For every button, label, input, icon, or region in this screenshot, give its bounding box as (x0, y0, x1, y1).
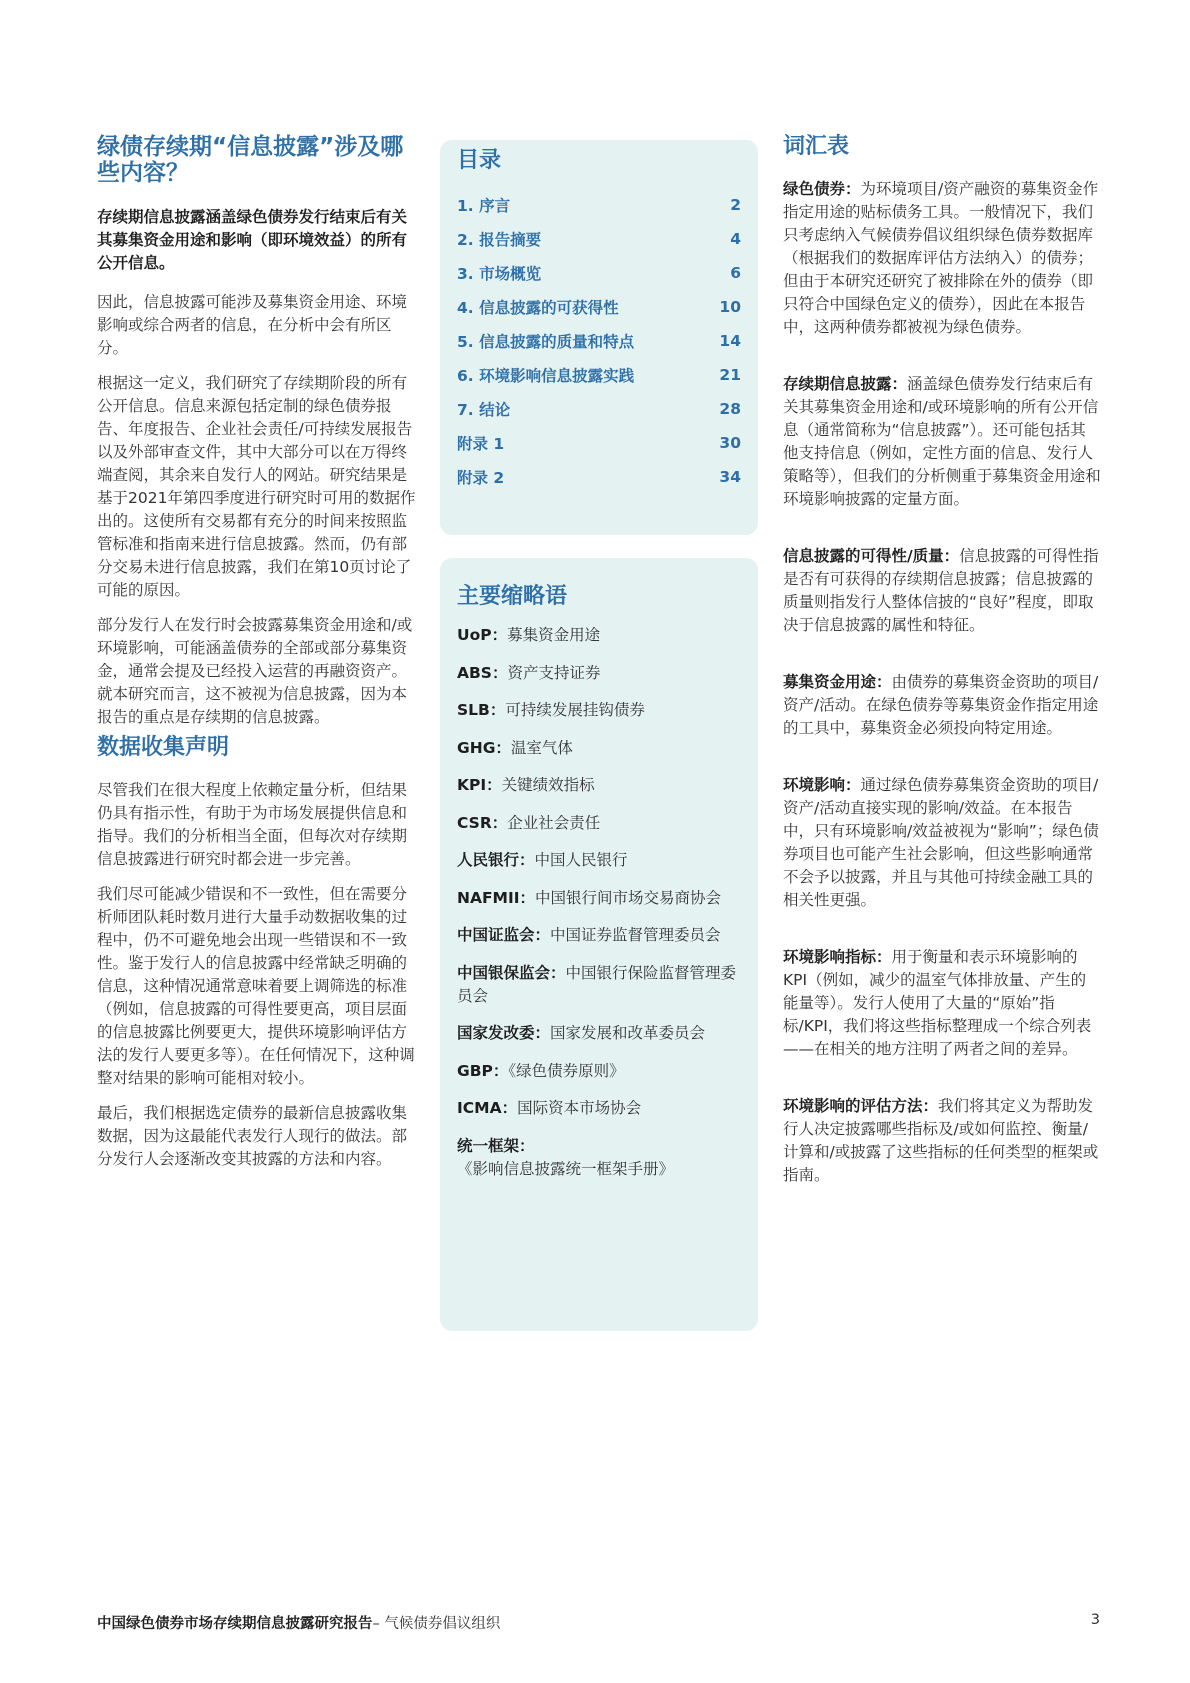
glossary-definition: 用于衡量和表示环境影响的KPI（例如，减少的温室气体排放量、产生的能量等）。发行人使用了大量的“原始”指标/KPI，我们将这些指标整理成一个综合列表——在相关的地方注明了两者之间的差异。 (783, 948, 1092, 1058)
abbreviation-item (457, 774, 741, 797)
toc-item[interactable] (457, 222, 741, 256)
abbreviation-item (457, 624, 741, 647)
toc-item-label: 3. 市场概览 (457, 265, 542, 283)
toc-item-page: 30 (719, 434, 741, 452)
abbreviation-definition: 可持续发展挂钩债券 (505, 701, 645, 719)
toc-item-label: 2. 报告摘要 (457, 231, 542, 249)
abbreviation-item (457, 662, 741, 685)
abbreviation-item (457, 924, 741, 947)
body-paragraph: 我们尽可能减少错误和不一致性，但在需要分析师团队耗时数月进行大量手动数据收集的过程中，仍不可避免地会出现一些错误和不一致性。鉴于发行人的信息披露中经常缺乏明确的信息，这种情况通常意味着要上调筛选的标准（例如，信息披露的可得性要更高，项目层面的信息披露比例要更大，提供环境影响评估方法的发行人要更多等）。在任何情况下，这种调整对结果的影响可能相对较小。 (97, 885, 415, 1087)
toc-item[interactable] (457, 324, 741, 358)
data-collection-heading: 数据收集声明 (97, 735, 230, 760)
abbreviation-definition: 温室气体 (510, 738, 573, 757)
toc-item-label: 6. 环境影响信息披露实践 (457, 367, 635, 385)
section-title: 绿债存续期“信息披露”涉及哪些内容？ (97, 134, 404, 186)
toc-item-page: 28 (719, 400, 741, 418)
abbreviation-definition: 资产支持证券 (507, 663, 601, 682)
toc-item-page: 14 (719, 332, 741, 350)
glossary-term: 环境影响指标： (783, 948, 892, 966)
abbreviation-item (457, 812, 741, 835)
toc-item-page: 21 (719, 366, 741, 384)
glossary-item (783, 1095, 1101, 1187)
abbreviation-definition: 国家发展和改革委员会 (550, 1024, 706, 1042)
toc-item[interactable] (457, 290, 741, 324)
abbreviation-item (457, 737, 741, 760)
abbreviation-item (457, 1060, 741, 1083)
abbreviation-definition: 中国证券监督管理委员会 (550, 926, 721, 944)
glossary-definition: 我们将其定义为帮助发行人决定披露哪些指标及/或如何监控、衡量/计算和/或披露了这些指标的任何类型的框架或指南。 (783, 1097, 1099, 1184)
glossary-term: 存续期信息披露： (783, 375, 908, 393)
body-paragraph: 最后，我们根据选定债券的最新信息披露收集数据，因为这最能代表发行人现行的做法。部分发行人会逐渐改变其披露的方法和内容。 (97, 1104, 408, 1168)
abbreviation-term: 中国银保监会： (457, 963, 566, 982)
abbreviations-title: 主要缩略语 (457, 584, 568, 609)
abbreviations-panel (440, 558, 758, 1331)
glossary-term: 环境影响的评估方法： (783, 1097, 939, 1115)
abbreviation-definition: 关键绩效指标 (501, 776, 595, 794)
abbreviation-term: 国家发改委： (457, 1024, 551, 1042)
abbreviation-term: 人民银行： (457, 851, 535, 869)
glossary-definition: 涵盖绿色债券发行结束后有关其募集资金用途和/或环境影响的所有公开信息（通常简称为“信息披露”）。还可能包括其他支持信息（例如，定性方面的信息、发行人策略等），但我们的分析侧重于募集资金用途和环境影响披露的定量方面。 (783, 375, 1101, 508)
abbreviation-item (457, 887, 741, 910)
toc-item-label: 附录 1 (457, 435, 505, 453)
glossary-definition: 为环境项目/资产融资的募集资金作指定用途的贴标债务工具。一般情况下，我们只考虑纳入气候债券倡议组织绿色债券数据库（根据我们的数据库评估方法纳入）的债券；但由于本研究还研究了被排除在外的债券（即只符合中国绿色定义的债券），因此在本报告中，这两种债券都被视为绿色债券。 (783, 180, 1099, 336)
abbreviation-item (457, 962, 741, 1008)
left-column (97, 134, 417, 1183)
abbreviation-definition: 中国银行间市场交易商协会 (535, 888, 722, 907)
glossary-item (783, 671, 1101, 740)
abbreviation-item (457, 1022, 741, 1045)
abbreviation-term: GBP： (457, 1061, 509, 1080)
page-footer (97, 1612, 1100, 1633)
lead-paragraph: 存续期信息披露涵盖绿色债券发行结束后有关其募集资金用途和影响（即环境效益）的所有公开信息。 (97, 208, 408, 272)
glossary-column (783, 134, 1101, 1221)
abbreviation-definition: 国际资本市场协会 (517, 1099, 642, 1117)
body-paragraph: 部分发行人在发行时会披露募集资金用途和/或环境影响，可能涵盖债券的全部或部分募集资金，通常会提及已经投入运营的再融资资产。就本研究而言，这不被视为信息披露，因为本报告的重点是存续期的信息披露。 (97, 616, 413, 726)
glossary-item (783, 545, 1101, 637)
toc-item[interactable] (457, 392, 741, 426)
glossary-item (783, 178, 1101, 339)
glossary-definition: 由债券的募集资金资助的项目/资产/活动。在绿色债券等募集资金作指定用途的工具中，募集资金必须投向特定用途。 (783, 673, 1099, 737)
abbreviation-definition: 《影响信息披露统一框架手册》 (457, 1159, 675, 1178)
toc-item-label: 1. 序言 (457, 197, 511, 215)
abbreviation-item (457, 699, 741, 722)
abbreviation-term: ICMA： (457, 1099, 518, 1117)
page-number: 3 (1090, 1612, 1100, 1628)
abbreviation-definition: 中国人民银行 (534, 851, 628, 869)
toc-item[interactable] (457, 426, 741, 460)
toc-item[interactable] (457, 358, 741, 392)
toc-panel (440, 140, 758, 535)
abbreviation-term: 统一框架： (457, 1136, 535, 1155)
toc-item-page: 2 (730, 196, 741, 214)
toc-item[interactable] (457, 188, 741, 222)
toc-item-page: 34 (719, 468, 741, 486)
glossary-item (783, 946, 1101, 1061)
toc-item-page: 10 (719, 298, 741, 316)
toc-item-label: 附录 2 (457, 469, 505, 487)
glossary-title: 词汇表 (783, 134, 850, 159)
abbreviation-term: ABS： (457, 663, 508, 682)
abbreviation-term: GHG： (457, 738, 511, 757)
glossary-definition: 通过绿色债券募集资金资助的项目/资产/活动直接实现的影响/效益。在本报告中，只有环境影响/效益被视为“影响”；绿色债券项目也可能产生社会影响，但这些影响通常不会予以披露，并且与其他可持续金融工具的相关性更强。 (783, 776, 1099, 909)
abbreviation-term: 中国证监会： (457, 926, 551, 944)
body-paragraph: 根据这一定义，我们研究了存续期阶段的所有公开信息。信息来源包括定制的绿色债券报告、年度报告、企业社会责任/可持续发展报告以及外部审查文件，其中大部分可以在万得终端查阅，其余来自发行人的网站。研究结果是基于2021年第四季度进行研究时可用的数据作出的。这使所有交易都有充分的时间来按照监管标准和指南来进行信息披露。然而，仍有部分交易未进行信息披露，我们在第10页讨论了可能的原因。 (97, 374, 416, 599)
footer-title (97, 1612, 500, 1633)
glossary-definition: 信息披露的可得性指是否有可获得的存续期信息披露；信息披露的质量则指发行人整体信披的“良好”程度，即取决于信息披露的属性和特征。 (783, 547, 1099, 634)
toc-item-label: 7. 结论 (457, 401, 511, 419)
abbreviation-definition: 募集资金用途 (507, 626, 601, 644)
body-paragraph: 因此，信息披露可能涉及募集资金用途、环境影响或综合两者的信息，在分析中会有所区分。 (97, 293, 408, 357)
abbreviation-definition: 企业社会责任 (507, 813, 601, 832)
abbreviation-term: UoP： (457, 626, 508, 644)
toc-item-page: 6 (730, 264, 741, 282)
glossary-item (783, 774, 1101, 912)
abbreviation-term: KPI： (457, 776, 502, 794)
body-paragraph: 尽管我们在很大程度上依赖定量分析，但结果仍具有指示性，有助于为市场发展提供信息和指导。我们的分析相当全面，但每次对存续期信息披露进行研究时都会进一步完善。 (97, 781, 408, 868)
toc-title: 目录 (457, 148, 502, 173)
toc-item-label: 4. 信息披露的可获得性 (457, 299, 619, 317)
glossary-term: 环境影响： (783, 776, 861, 794)
abbreviation-term: NAFMII： (457, 888, 536, 907)
toc-item-label: 5. 信息披露的质量和特点 (457, 333, 635, 351)
glossary-term: 募集资金用途： (783, 673, 892, 691)
abbreviation-term: CSR： (457, 813, 508, 832)
toc-item[interactable] (457, 460, 741, 494)
footer-organization: – 气候债券倡议组织 (372, 1616, 501, 1632)
abbreviation-term: SLB： (457, 701, 506, 719)
toc-item[interactable] (457, 256, 741, 290)
glossary-term: 信息披露的可得性/质量： (783, 547, 960, 565)
glossary-term: 绿色债券： (783, 180, 861, 198)
footer-report-title: 中国绿色债券市场存续期信息披露研究报告 (97, 1616, 373, 1632)
abbreviation-definition: 《绿色债券原则》 (508, 1061, 625, 1080)
abbreviation-item (457, 849, 741, 872)
glossary-item (783, 373, 1101, 511)
abbreviation-definition: 中国银行保险监督管理委员会 (457, 963, 737, 1005)
abbreviation-item (457, 1097, 741, 1120)
toc-item-page: 4 (730, 230, 741, 248)
abbreviation-item (457, 1135, 741, 1181)
